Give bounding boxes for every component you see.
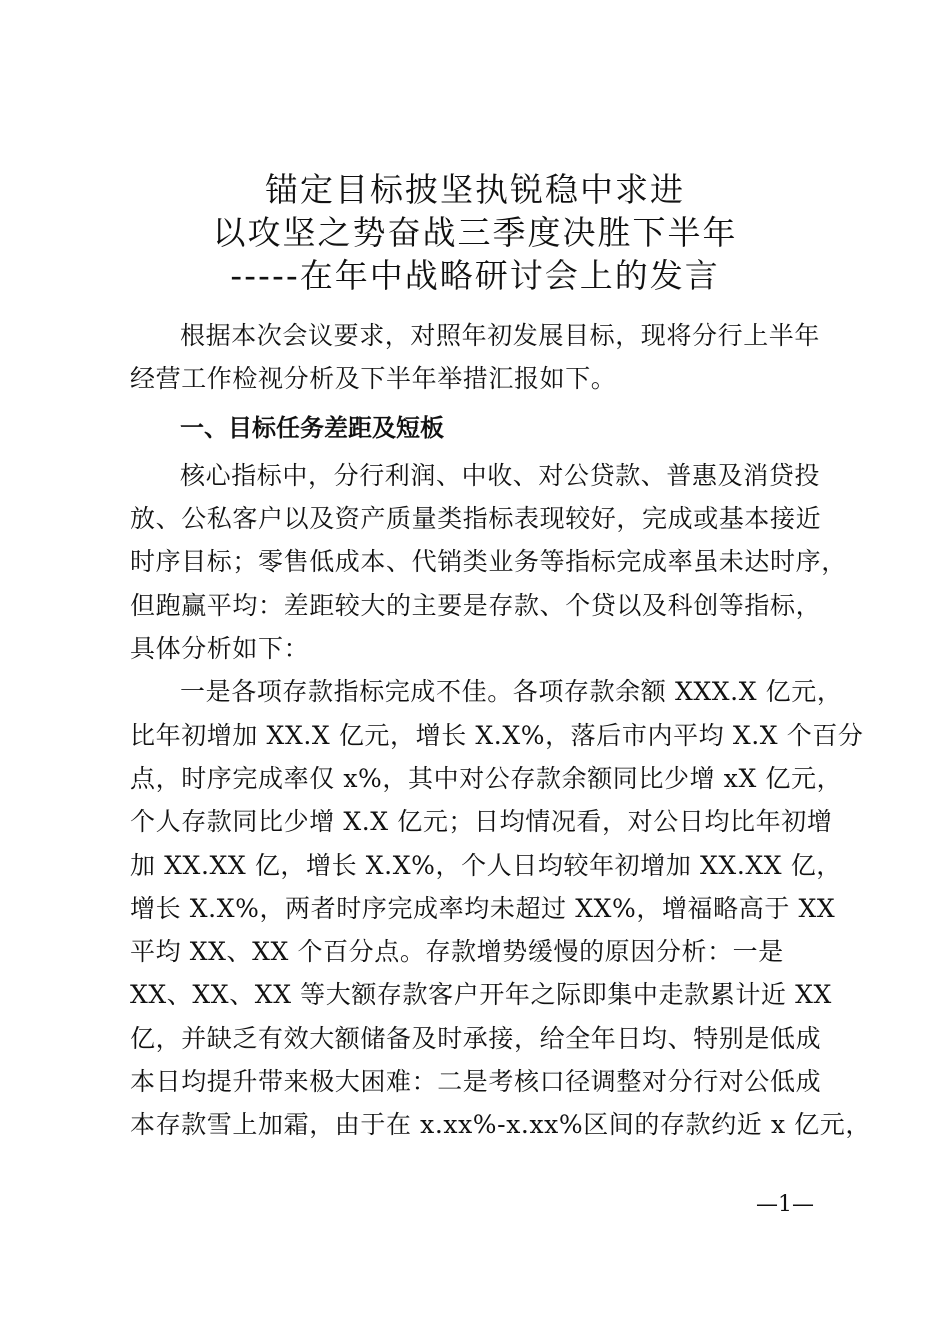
text-line: 放、公私客户以及资产质量类指标表现较好，完成或基本接近	[130, 504, 822, 534]
text-line: 加 XX.XX 亿，增长 X.X%，个人日均较年初增加 XX.XX 亿，	[130, 850, 842, 880]
text-line: 一是各项存款指标完成不佳。各项存款余额 XXX.X 亿元，	[180, 677, 843, 707]
text-line: 亿，并缺乏有效大额储备及时承接，给全年日均、特别是低成	[130, 1023, 822, 1053]
document-body	[130, 314, 871, 1147]
title-line-1: 锚定目标披坚执锐稳中求进	[265, 170, 685, 209]
page-number: —1—	[756, 1192, 814, 1217]
text-line: 点，时序完成率仅 x%，其中对公存款余额同比少增 xX 亿元，	[130, 763, 843, 793]
section-heading: 一、目标任务差距及短板	[180, 413, 444, 442]
intro-paragraph	[130, 314, 820, 401]
text-line: 增长 X.X%，两者时序完成率均未超过 XX%，增福略高于 XX	[130, 893, 836, 923]
text-line: 时序目标；零售低成本、代销类业务等指标完成率虽未达时序，	[130, 547, 847, 577]
text-line: 个人存款同比少增 X.X 亿元；日均情况看，对公日均比年初增	[130, 807, 833, 837]
text-line: 核心指标中，分行利润、中收、对公贷款、普惠及消贷投	[180, 460, 821, 490]
text-line: 具体分析如下：	[130, 634, 310, 664]
title-line-3: -----在年中战略研讨会上的发言	[230, 256, 720, 295]
text-line: 本日均提升带来极大困难：二是考核口径调整对分行对公低成	[130, 1067, 822, 1097]
document-title	[0, 168, 950, 297]
text-line: XX、XX、XX 等大额存款客户开年之际即集中走款累计近 XX	[130, 980, 832, 1010]
title-line-2: 以攻坚之势奋战三季度决胜下半年	[212, 213, 738, 252]
text-line: 比年初增加 XX.X 亿元，增长 X.X%，落后市内平均 X.X 个百分	[130, 720, 864, 750]
body-paragraph	[130, 454, 847, 670]
text-line: 本存款雪上加霜，由于在 x.xx%-x.xx%区间的存款约近 x 亿元，	[130, 1110, 871, 1140]
text-line: 根据本次会议要求，对照年初发展目标，现将分行上半年	[180, 321, 821, 350]
text-line: 但跑赢平均：差距较大的主要是存款、个贷以及科创等指标，	[130, 590, 822, 620]
text-line: 平均 XX、XX 个百分点。存款增势缓慢的原因分析：一是	[130, 937, 784, 967]
body-paragraph	[130, 670, 871, 1146]
text-line: 经营工作检视分析及下半年举措汇报如下。	[130, 364, 617, 394]
